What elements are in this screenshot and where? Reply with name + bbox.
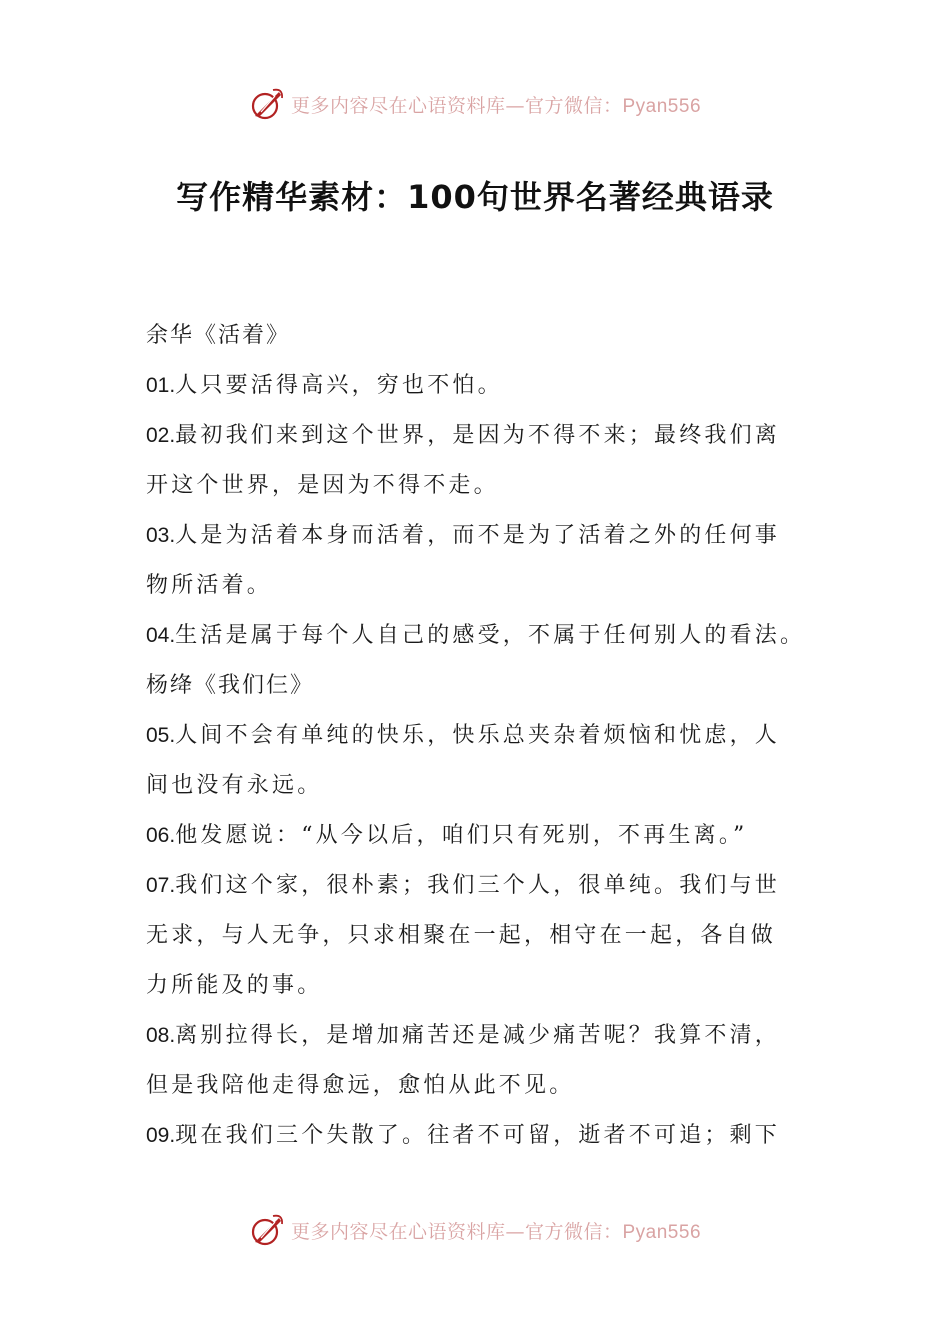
line-text: 人间不会有单纯的快乐，快乐总夹杂着烦恼和忧虑，人 (175, 723, 781, 748)
quote-number: 09. (146, 1124, 176, 1147)
quote-line (146, 713, 806, 763)
line-text: 我们这个家，很朴素；我们三个人，很单纯。我们与世 (175, 873, 781, 898)
quote-number: 06. (146, 824, 176, 847)
header-banner (0, 82, 950, 126)
quote-continuation (146, 1063, 806, 1113)
quote-continuation (146, 963, 806, 1013)
banner-text: 更多内容尽在心语资料库—官方微信：Pyan556 (290, 94, 702, 117)
quote-continuation (146, 463, 806, 513)
line-text: 人只要活得高兴，穷也不怕。 (175, 373, 503, 398)
footer-banner (0, 1208, 950, 1252)
quote-line (146, 1013, 806, 1063)
quote-line (146, 413, 806, 463)
line-text: 无求，与人无争，只求相聚在一起，相守在一起，各自做 (146, 923, 777, 948)
quill-pen-logo-icon (249, 86, 285, 122)
quill-pen-logo-icon (249, 1212, 285, 1248)
line-text: 力所能及的事。 (146, 973, 323, 998)
quote-line (146, 863, 806, 913)
line-text: 人是为活着本身而活着，而不是为了活着之外的任何事 (175, 523, 781, 548)
quote-line (146, 363, 806, 413)
quote-number: 05. (146, 724, 176, 747)
quote-continuation (146, 913, 806, 963)
quote-number: 02. (146, 424, 176, 447)
quote-number: 01. (146, 374, 176, 397)
book-heading (146, 313, 806, 363)
line-text: 离别拉得长，是增加痛苦还是减少痛苦呢？我算不清， (175, 1023, 781, 1048)
quote-number: 08. (146, 1024, 176, 1047)
quote-number: 04. (146, 624, 176, 647)
line-text: 余华《活着》 (146, 323, 291, 348)
quote-line (146, 613, 806, 663)
quote-continuation (146, 763, 806, 813)
line-text: 开这个世界，是因为不得不走。 (146, 473, 499, 498)
line-text: 间也没有永远。 (146, 773, 323, 798)
line-text: 最初我们来到这个世界，是因为不得不来；最终我们离 (175, 423, 781, 448)
line-text: 现在我们三个失散了。往者不可留，逝者不可追；剩下 (175, 1123, 781, 1148)
quote-continuation (146, 563, 806, 613)
wechat-id: Pyan556 (622, 1221, 702, 1243)
page-title: 写作精华素材：100句世界名著经典语录 (176, 178, 774, 216)
quote-line (146, 513, 806, 563)
quote-number: 07. (146, 874, 176, 897)
book-heading (146, 663, 806, 713)
quote-line (146, 813, 806, 863)
quote-line (146, 1113, 806, 1163)
banner-text: 更多内容尽在心语资料库—官方微信：Pyan556 (290, 1220, 702, 1243)
quote-number: 03. (146, 524, 176, 547)
line-text: 生活是属于每个人自己的感受，不属于任何别人的看法。 (175, 623, 806, 648)
line-text: 他发愿说：“从今以后，咱们只有死别，不再生离。” (175, 823, 748, 848)
line-text: 杨绛《我们仨》 (146, 673, 315, 698)
wechat-id: Pyan556 (622, 95, 702, 117)
quote-list (146, 313, 806, 1163)
line-text: 物所活着。 (146, 573, 273, 598)
line-text: 但是我陪他走得愈远，愈怕从此不见。 (146, 1073, 575, 1098)
